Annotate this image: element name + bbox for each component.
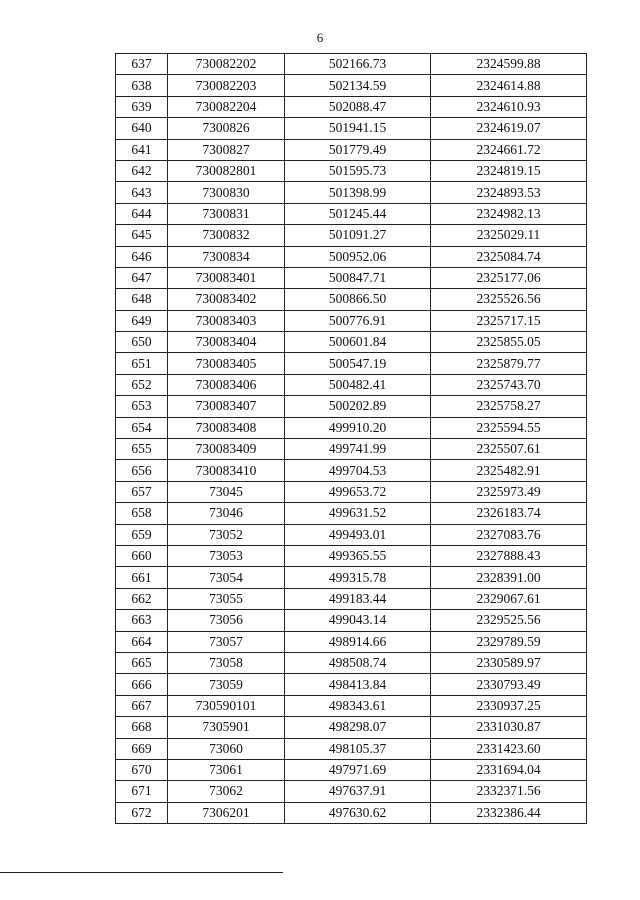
- point-id-cell: 730083409: [168, 439, 285, 460]
- x-coordinate-cell: 501941.15: [285, 118, 431, 139]
- table-row: [116, 674, 587, 695]
- table-row: [116, 567, 587, 588]
- row-index-cell: 654: [116, 417, 168, 438]
- y-coordinate-cell: 2331423.60: [431, 738, 587, 759]
- point-id-cell: 7300830: [168, 182, 285, 203]
- row-index-cell: 657: [116, 481, 168, 502]
- row-index-cell: 668: [116, 717, 168, 738]
- row-index-cell: 651: [116, 353, 168, 374]
- row-index-cell: 646: [116, 246, 168, 267]
- table-row: [116, 802, 587, 823]
- point-id-cell: 730082801: [168, 160, 285, 181]
- x-coordinate-cell: 499653.72: [285, 481, 431, 502]
- y-coordinate-cell: 2324982.13: [431, 203, 587, 224]
- y-coordinate-cell: 2325855.05: [431, 332, 587, 353]
- y-coordinate-cell: 2330589.97: [431, 652, 587, 673]
- table-row: [116, 139, 587, 160]
- point-id-cell: 73046: [168, 503, 285, 524]
- table-row: [116, 738, 587, 759]
- x-coordinate-cell: 498508.74: [285, 652, 431, 673]
- row-index-cell: 659: [116, 524, 168, 545]
- y-coordinate-cell: 2332371.56: [431, 781, 587, 802]
- x-coordinate-cell: 500952.06: [285, 246, 431, 267]
- x-coordinate-cell: 497630.62: [285, 802, 431, 823]
- row-index-cell: 650: [116, 332, 168, 353]
- x-coordinate-cell: 501398.99: [285, 182, 431, 203]
- point-id-cell: 73057: [168, 631, 285, 652]
- x-coordinate-cell: 501245.44: [285, 203, 431, 224]
- row-index-cell: 672: [116, 802, 168, 823]
- y-coordinate-cell: 2331694.04: [431, 759, 587, 780]
- point-id-cell: 7300832: [168, 225, 285, 246]
- point-id-cell: 7300827: [168, 139, 285, 160]
- x-coordinate-cell: 497637.91: [285, 781, 431, 802]
- y-coordinate-cell: 2325973.49: [431, 481, 587, 502]
- x-coordinate-cell: 499704.53: [285, 460, 431, 481]
- table-row: [116, 545, 587, 566]
- point-id-cell: 73058: [168, 652, 285, 673]
- x-coordinate-cell: 499910.20: [285, 417, 431, 438]
- row-index-cell: 658: [116, 503, 168, 524]
- x-coordinate-cell: 501779.49: [285, 139, 431, 160]
- y-coordinate-cell: 2324661.72: [431, 139, 587, 160]
- table-row: [116, 182, 587, 203]
- y-coordinate-cell: 2325717.15: [431, 310, 587, 331]
- row-index-cell: 647: [116, 267, 168, 288]
- table-row: [116, 54, 587, 75]
- row-index-cell: 666: [116, 674, 168, 695]
- point-id-cell: 7300826: [168, 118, 285, 139]
- row-index-cell: 662: [116, 588, 168, 609]
- y-coordinate-cell: 2324819.15: [431, 160, 587, 181]
- x-coordinate-cell: 499183.44: [285, 588, 431, 609]
- table-row: [116, 610, 587, 631]
- y-coordinate-cell: 2325879.77: [431, 353, 587, 374]
- row-index-cell: 640: [116, 118, 168, 139]
- coordinates-table-body: [116, 54, 587, 824]
- table-row: [116, 267, 587, 288]
- x-coordinate-cell: 500482.41: [285, 374, 431, 395]
- point-id-cell: 73059: [168, 674, 285, 695]
- table-row: [116, 374, 587, 395]
- row-index-cell: 671: [116, 781, 168, 802]
- point-id-cell: 7306201: [168, 802, 285, 823]
- point-id-cell: 730590101: [168, 695, 285, 716]
- x-coordinate-cell: 498343.61: [285, 695, 431, 716]
- table-row: [116, 203, 587, 224]
- y-coordinate-cell: 2325526.56: [431, 289, 587, 310]
- x-coordinate-cell: 500547.19: [285, 353, 431, 374]
- y-coordinate-cell: 2324614.88: [431, 75, 587, 96]
- row-index-cell: 645: [116, 225, 168, 246]
- row-index-cell: 639: [116, 96, 168, 117]
- point-id-cell: 73060: [168, 738, 285, 759]
- row-index-cell: 643: [116, 182, 168, 203]
- point-id-cell: 730083408: [168, 417, 285, 438]
- x-coordinate-cell: 502088.47: [285, 96, 431, 117]
- y-coordinate-cell: 2330937.25: [431, 695, 587, 716]
- row-index-cell: 669: [116, 738, 168, 759]
- x-coordinate-cell: 498298.07: [285, 717, 431, 738]
- table-row: [116, 353, 587, 374]
- row-index-cell: 656: [116, 460, 168, 481]
- x-coordinate-cell: 499741.99: [285, 439, 431, 460]
- x-coordinate-cell: 500202.89: [285, 396, 431, 417]
- row-index-cell: 644: [116, 203, 168, 224]
- y-coordinate-cell: 2331030.87: [431, 717, 587, 738]
- x-coordinate-cell: 499493.01: [285, 524, 431, 545]
- row-index-cell: 642: [116, 160, 168, 181]
- point-id-cell: 730083401: [168, 267, 285, 288]
- row-index-cell: 652: [116, 374, 168, 395]
- point-id-cell: 730082203: [168, 75, 285, 96]
- row-index-cell: 661: [116, 567, 168, 588]
- row-index-cell: 664: [116, 631, 168, 652]
- table-row: [116, 396, 587, 417]
- row-index-cell: 663: [116, 610, 168, 631]
- y-coordinate-cell: 2325084.74: [431, 246, 587, 267]
- row-index-cell: 638: [116, 75, 168, 96]
- point-id-cell: 730082204: [168, 96, 285, 117]
- x-coordinate-cell: 499631.52: [285, 503, 431, 524]
- point-id-cell: 730083407: [168, 396, 285, 417]
- y-coordinate-cell: 2324893.53: [431, 182, 587, 203]
- x-coordinate-cell: 498914.66: [285, 631, 431, 652]
- point-id-cell: 73061: [168, 759, 285, 780]
- point-id-cell: 730083405: [168, 353, 285, 374]
- row-index-cell: 667: [116, 695, 168, 716]
- point-id-cell: 730083403: [168, 310, 285, 331]
- point-id-cell: 73062: [168, 781, 285, 802]
- point-id-cell: 730083402: [168, 289, 285, 310]
- y-coordinate-cell: 2329525.56: [431, 610, 587, 631]
- coordinates-table: [115, 53, 587, 824]
- point-id-cell: 73052: [168, 524, 285, 545]
- point-id-cell: 730083406: [168, 374, 285, 395]
- y-coordinate-cell: 2324610.93: [431, 96, 587, 117]
- x-coordinate-cell: 500776.91: [285, 310, 431, 331]
- page-number: 6: [316, 30, 324, 45]
- table-row: [116, 118, 587, 139]
- y-coordinate-cell: 2324619.07: [431, 118, 587, 139]
- x-coordinate-cell: 502134.59: [285, 75, 431, 96]
- table-row: [116, 289, 587, 310]
- table-row: [116, 225, 587, 246]
- footnote-rule: [0, 872, 283, 873]
- point-id-cell: 7305901: [168, 717, 285, 738]
- row-index-cell: 641: [116, 139, 168, 160]
- point-id-cell: 73055: [168, 588, 285, 609]
- point-id-cell: 73056: [168, 610, 285, 631]
- y-coordinate-cell: 2330793.49: [431, 674, 587, 695]
- table-row: [116, 717, 587, 738]
- point-id-cell: 730083410: [168, 460, 285, 481]
- x-coordinate-cell: 498105.37: [285, 738, 431, 759]
- y-coordinate-cell: 2327083.76: [431, 524, 587, 545]
- table-row: [116, 417, 587, 438]
- table-row: [116, 588, 587, 609]
- row-index-cell: 670: [116, 759, 168, 780]
- row-index-cell: 653: [116, 396, 168, 417]
- y-coordinate-cell: 2329789.59: [431, 631, 587, 652]
- point-id-cell: 73045: [168, 481, 285, 502]
- y-coordinate-cell: 2325177.06: [431, 267, 587, 288]
- row-index-cell: 649: [116, 310, 168, 331]
- y-coordinate-cell: 2325482.91: [431, 460, 587, 481]
- table-row: [116, 246, 587, 267]
- row-index-cell: 637: [116, 54, 168, 75]
- point-id-cell: 7300831: [168, 203, 285, 224]
- y-coordinate-cell: 2329067.61: [431, 588, 587, 609]
- x-coordinate-cell: 499315.78: [285, 567, 431, 588]
- x-coordinate-cell: 498413.84: [285, 674, 431, 695]
- y-coordinate-cell: 2324599.88: [431, 54, 587, 75]
- x-coordinate-cell: 500866.50: [285, 289, 431, 310]
- table-row: [116, 310, 587, 331]
- table-row: [116, 332, 587, 353]
- row-index-cell: 648: [116, 289, 168, 310]
- y-coordinate-cell: 2325594.55: [431, 417, 587, 438]
- x-coordinate-cell: 500847.71: [285, 267, 431, 288]
- y-coordinate-cell: 2332386.44: [431, 802, 587, 823]
- table-row: [116, 695, 587, 716]
- table-row: [116, 160, 587, 181]
- row-index-cell: 655: [116, 439, 168, 460]
- table-row: [116, 503, 587, 524]
- y-coordinate-cell: 2325507.61: [431, 439, 587, 460]
- table-row: [116, 759, 587, 780]
- table-row: [116, 524, 587, 545]
- x-coordinate-cell: 501595.73: [285, 160, 431, 181]
- point-id-cell: 7300834: [168, 246, 285, 267]
- table-row: [116, 481, 587, 502]
- table-row: [116, 439, 587, 460]
- y-coordinate-cell: 2325758.27: [431, 396, 587, 417]
- x-coordinate-cell: 499365.55: [285, 545, 431, 566]
- y-coordinate-cell: 2325029.11: [431, 225, 587, 246]
- table-row: [116, 75, 587, 96]
- table-row: [116, 631, 587, 652]
- row-index-cell: 665: [116, 652, 168, 673]
- table-row: [116, 96, 587, 117]
- y-coordinate-cell: 2327888.43: [431, 545, 587, 566]
- x-coordinate-cell: 502166.73: [285, 54, 431, 75]
- x-coordinate-cell: 500601.84: [285, 332, 431, 353]
- x-coordinate-cell: 499043.14: [285, 610, 431, 631]
- point-id-cell: 730082202: [168, 54, 285, 75]
- y-coordinate-cell: 2325743.70: [431, 374, 587, 395]
- row-index-cell: 660: [116, 545, 168, 566]
- y-coordinate-cell: 2328391.00: [431, 567, 587, 588]
- point-id-cell: 73054: [168, 567, 285, 588]
- table-row: [116, 460, 587, 481]
- point-id-cell: 73053: [168, 545, 285, 566]
- point-id-cell: 730083404: [168, 332, 285, 353]
- x-coordinate-cell: 501091.27: [285, 225, 431, 246]
- table-row: [116, 781, 587, 802]
- table-row: [116, 652, 587, 673]
- y-coordinate-cell: 2326183.74: [431, 503, 587, 524]
- x-coordinate-cell: 497971.69: [285, 759, 431, 780]
